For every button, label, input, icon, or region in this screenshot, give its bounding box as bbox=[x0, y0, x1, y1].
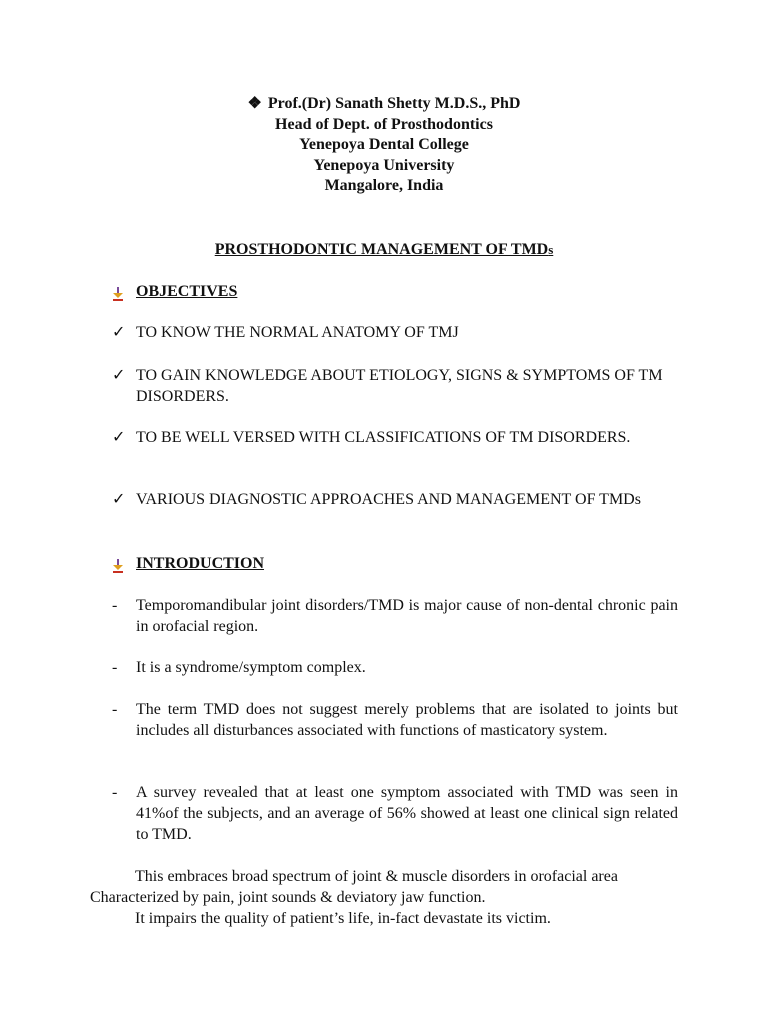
intro-list-item bbox=[112, 595, 678, 637]
paragraph-line: Characterized by pain, joint sounds & deviatory jaw function. bbox=[90, 889, 486, 906]
paragraph-line-text: This embraces broad spectrum of joint & muscle disorders in orofacial area bbox=[135, 868, 618, 885]
intro-list-text: Temporomandibular joint disorders/TMD is major cause of non-dental chronic pain in orofacial region. bbox=[136, 597, 678, 635]
objective-text: TO GAIN KNOWLEDGE ABOUT ETIOLOGY, SIGNS & SYMPTOMS OF TM DISORDERS. bbox=[136, 367, 663, 405]
intro-list-text: A survey revealed that at least one symptom associated with TMD was seen in 41%of the subjects, and an average of 56% showed at least one clinical sign related to TMD. bbox=[136, 784, 678, 843]
dash-bullet: - bbox=[112, 597, 118, 614]
intro-list-text: The term TMD does not suggest merely problems that are isolated to joints but includes all disturbances associated with functions of masticatory system. bbox=[136, 701, 678, 739]
checkmark-icon: ✓ bbox=[112, 324, 126, 341]
objective-item bbox=[112, 427, 672, 448]
objective-text: TO BE WELL VERSED WITH CLASSIFICATIONS OF TM DISORDERS. bbox=[136, 429, 631, 446]
dash-bullet: - bbox=[112, 701, 118, 718]
checkmark-icon: ✓ bbox=[112, 429, 126, 446]
intro-list-item bbox=[112, 699, 678, 741]
intro-paragraph bbox=[90, 866, 680, 929]
author-college: Yenepoya Dental College bbox=[299, 136, 469, 153]
author-location: Mangalore, India bbox=[324, 177, 444, 194]
objectives-heading-text: OBJECTIVES bbox=[136, 283, 238, 300]
intro-list-item bbox=[112, 657, 678, 678]
intro-list-text: It is a syndrome/symptom complex. bbox=[136, 659, 366, 676]
author-university: Yenepoya University bbox=[313, 156, 455, 174]
document-title bbox=[0, 240, 768, 260]
document-title-suffix: s bbox=[548, 242, 554, 257]
intro-list-item bbox=[112, 782, 678, 845]
objective-item bbox=[112, 322, 672, 343]
checkmark-icon: ✓ bbox=[112, 367, 126, 384]
paragraph-line bbox=[90, 866, 680, 887]
author-block bbox=[0, 94, 768, 197]
arrow-bullet-icon bbox=[112, 287, 124, 301]
arrow-bullet-icon bbox=[112, 559, 124, 573]
objective-item bbox=[112, 489, 672, 510]
document-title-main: PROSTHODONTIC MANAGEMENT OF TMD bbox=[214, 241, 549, 258]
objective-text: VARIOUS DIAGNOSTIC APPROACHES AND MANAGEMENT OF TMDs bbox=[136, 491, 641, 508]
introduction-heading bbox=[112, 554, 264, 574]
objective-item bbox=[112, 365, 672, 407]
paragraph-line-text: It impairs the quality of patient’s life, in-fact devastate its victim. bbox=[135, 910, 551, 927]
paragraph-line bbox=[90, 908, 680, 929]
author-name-line bbox=[0, 94, 768, 115]
author-name: Prof.(Dr) Sanath Shetty M.D.S., PhD bbox=[267, 95, 521, 112]
diamond-bullet-icon: ❖ bbox=[247, 95, 262, 112]
objectives-heading bbox=[112, 282, 237, 302]
objective-text: TO KNOW THE NORMAL ANATOMY OF TMJ bbox=[136, 324, 459, 341]
dash-bullet: - bbox=[112, 659, 118, 676]
author-position: Head of Dept. of Prosthodontics bbox=[275, 115, 493, 133]
introduction-heading-text: INTRODUCTION bbox=[136, 555, 265, 572]
checkmark-icon: ✓ bbox=[112, 491, 126, 508]
dash-bullet: - bbox=[112, 784, 118, 801]
